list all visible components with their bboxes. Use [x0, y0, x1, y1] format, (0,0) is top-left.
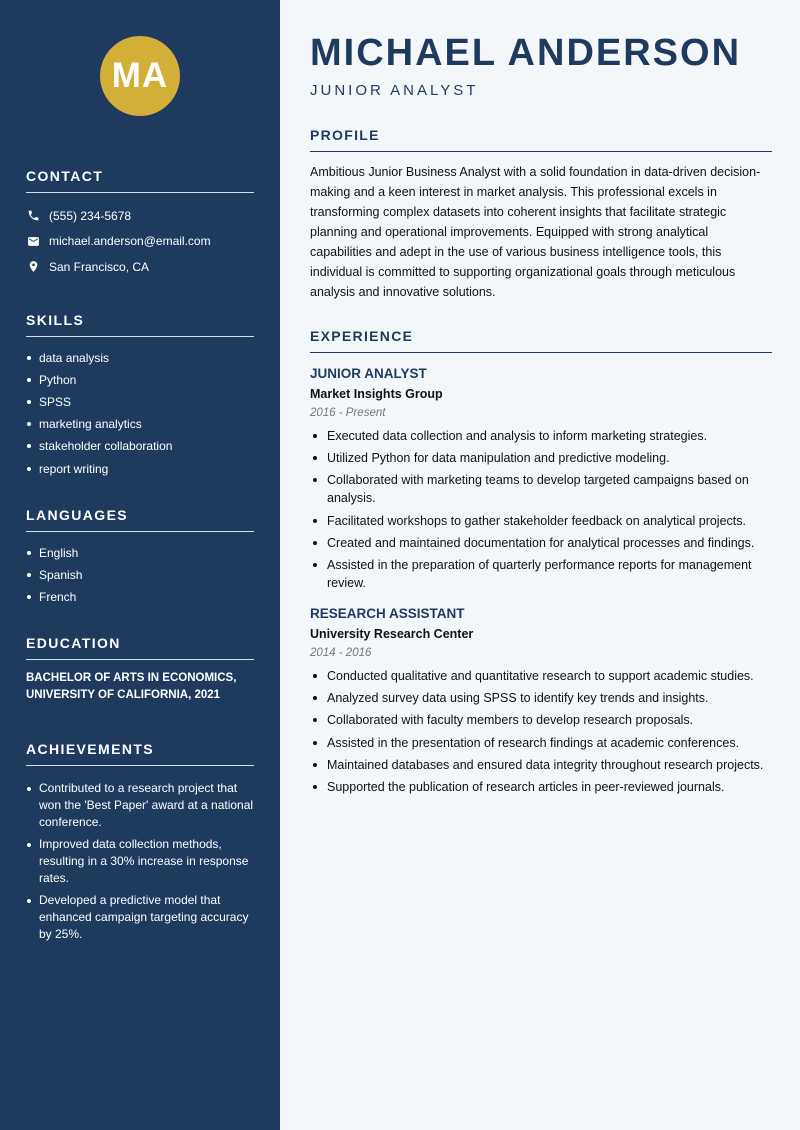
skill-item: stakeholder collaboration [26, 435, 254, 457]
candidate-name: MICHAEL ANDERSON [310, 32, 742, 74]
duty-item: Maintained databases and ensured data integrity throughout research projects. [310, 756, 772, 774]
contact-phone [26, 203, 254, 229]
phone-icon [26, 209, 40, 223]
experience-section [310, 328, 772, 796]
education-degree [26, 670, 254, 704]
skill-item: report writing [26, 458, 254, 480]
achievement-item: Contributed to a research project that won the 'Best Paper' award at a national conference. [26, 780, 254, 831]
language-item: Spanish [26, 564, 254, 586]
sidebar [0, 0, 280, 1130]
skills-list [26, 347, 254, 480]
profile-heading: PROFILE [310, 127, 772, 152]
education-school-line: UNIVERSITY OF CALIFORNIA, 2021 [26, 689, 221, 702]
languages-section [26, 507, 254, 609]
job-dates: 2014 - 2016 [310, 646, 372, 659]
education-degree-line: BACHELOR OF ARTS IN ECONOMICS, [26, 672, 237, 685]
duty-item: Supported the publication of research articles in peer-reviewed journals. [310, 778, 772, 796]
duty-item: Analyzed survey data using SPSS to identify key trends and insights. [310, 689, 772, 707]
main-content [310, 30, 772, 800]
languages-list [26, 542, 254, 609]
job-company: Market Insights Group [310, 387, 443, 401]
language-item: French [26, 586, 254, 608]
education-section [26, 635, 254, 704]
contact-heading: CONTACT [26, 168, 254, 193]
profile-text: Ambitious Junior Business Analyst with a solid foundation in data-driven decision-making and a keen interest in market analysis. This professional excels in transforming complex datasets into coherent insights that facilitate strategic planning and operational improvements. Equipped with strong analytical capabilities and adept in the use of various business intelligence tools, this individual is committed to supporting organizational goals through meticulous analysis and innovative solutions. [310, 165, 761, 299]
language-item: English [26, 542, 254, 564]
achievements-section [26, 741, 254, 943]
achievement-item: Improved data collection methods, resulting in a 30% increase in response rates. [26, 836, 254, 887]
skill-item: SPSS [26, 391, 254, 413]
duty-item: Created and maintained documentation for analytical processes and findings. [310, 534, 772, 552]
phone-text: (555) 234-5678 [49, 208, 132, 223]
contact-list [26, 203, 254, 280]
job-entry [310, 606, 772, 796]
education-heading: EDUCATION [26, 635, 254, 660]
duty-item: Collaborated with faculty members to develop research proposals. [310, 711, 772, 729]
duty-item: Utilized Python for data manipulation and predictive modeling. [310, 449, 772, 467]
duty-item: Facilitated workshops to gather stakeholder feedback on analytical projects. [310, 512, 772, 530]
avatar [100, 36, 180, 116]
achievements-list [26, 780, 254, 943]
duty-item: Assisted in the preparation of quarterly performance reports for management review. [310, 556, 772, 592]
email-icon [26, 234, 40, 248]
location-text: San Francisco, CA [49, 259, 150, 274]
avatar-initials: MA [111, 56, 169, 95]
location-pin-icon [26, 260, 40, 274]
duty-item: Collaborated with marketing teams to develop targeted campaigns based on analysis. [310, 471, 772, 507]
job-duties [310, 427, 772, 592]
job-duties [310, 667, 772, 796]
contact-location [26, 254, 254, 280]
skill-item: marketing analytics [26, 413, 254, 435]
skills-heading: SKILLS [26, 312, 254, 337]
skill-item: Python [26, 369, 254, 391]
job-dates: 2016 - Present [310, 407, 386, 419]
job-title: RESEARCH ASSISTANT [310, 605, 465, 621]
achievements-heading: ACHIEVEMENTS [26, 741, 254, 766]
candidate-role: JUNIOR ANALYST [310, 82, 479, 99]
job-company: University Research Center [310, 626, 474, 641]
email-text: michael.anderson@email.com [49, 234, 211, 249]
duty-item: Assisted in the presentation of research findings at academic conferences. [310, 734, 772, 752]
duty-item: Conducted qualitative and quantitative research to support academic studies. [310, 667, 772, 685]
skill-item: data analysis [26, 347, 254, 369]
achievement-item: Developed a predictive model that enhanced campaign targeting accuracy by 25%. [26, 892, 254, 943]
contact-email [26, 229, 254, 255]
experience-heading: EXPERIENCE [310, 328, 772, 353]
job-entry [310, 366, 772, 592]
skills-section [26, 312, 254, 480]
languages-heading: LANGUAGES [26, 507, 254, 532]
contact-section [26, 168, 254, 280]
duty-item: Executed data collection and analysis to inform marketing strategies. [310, 427, 772, 445]
profile-section [310, 127, 772, 302]
job-title: JUNIOR ANALYST [310, 366, 427, 381]
